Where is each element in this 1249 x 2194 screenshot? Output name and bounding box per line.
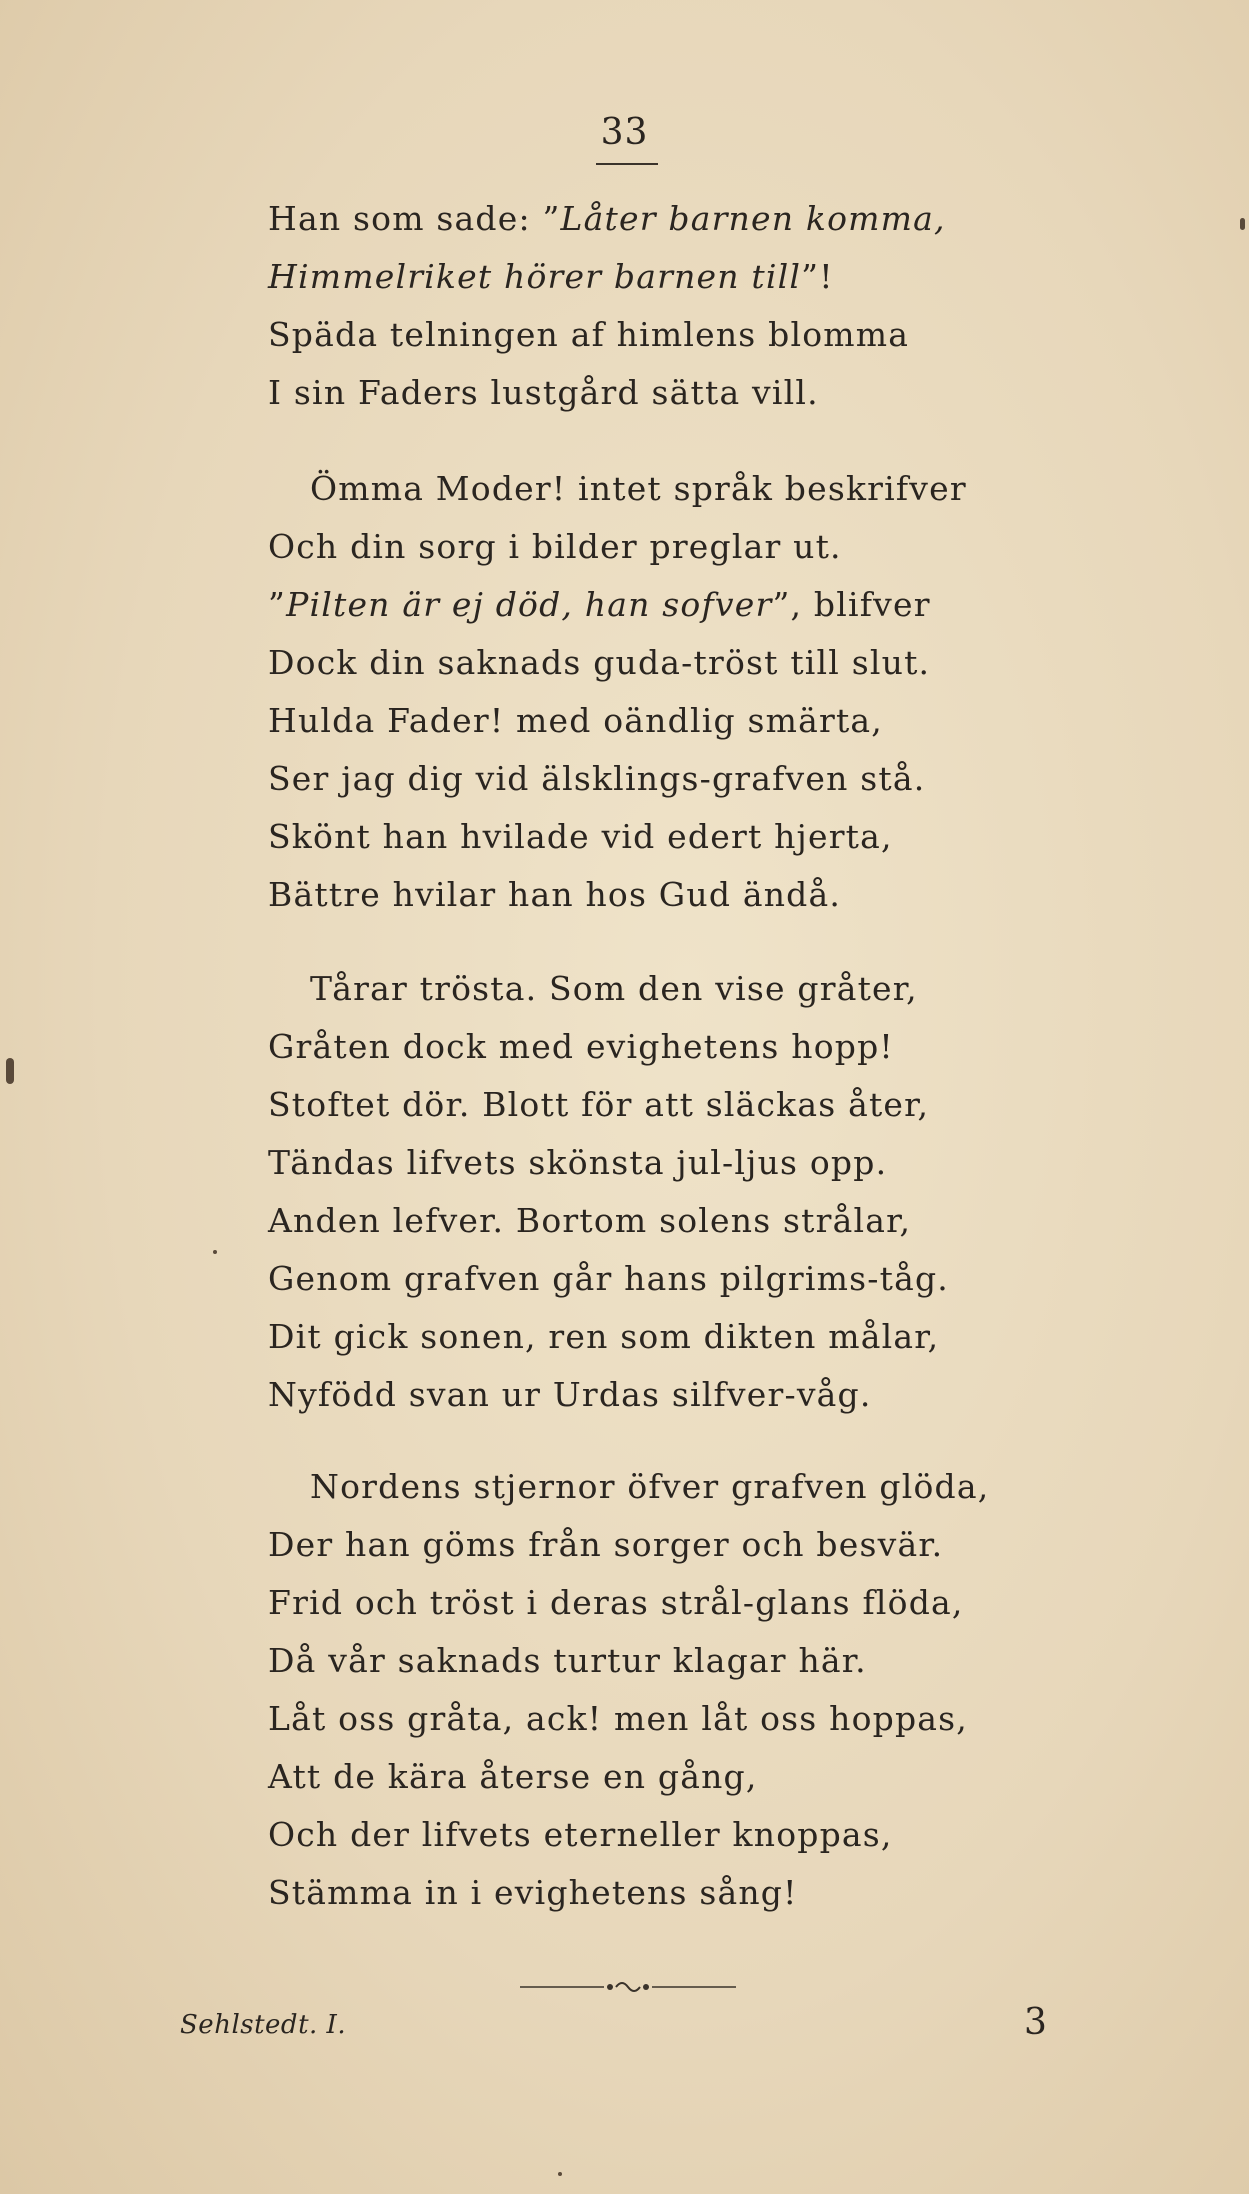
poem-line-text: ” <box>268 585 287 624</box>
poem-line <box>268 692 1028 750</box>
poem-line-text: Gråten dock med evighetens hopp! <box>268 1027 894 1066</box>
page-number: 33 <box>600 112 649 153</box>
paper-speck <box>213 1250 217 1254</box>
page-number-rule <box>596 163 658 165</box>
poem-line-text: Tändas lifvets skönsta jul-ljus opp. <box>268 1143 888 1182</box>
poem-line-text: Anden lefver. Bortom solens strålar, <box>268 1201 912 1240</box>
poem-line-text: Stämma in i evighetens sång! <box>268 1873 798 1912</box>
poem-line-text: Bättre hvilar han hos Gud ändå. <box>268 875 842 914</box>
poem-line-text: Låt oss gråta, ack! men låt oss hoppas, <box>268 1699 969 1738</box>
poem-line <box>268 1690 1028 1748</box>
paper-speck <box>1240 218 1245 230</box>
poem-line-text: ”! <box>801 257 834 296</box>
poem-line <box>268 1192 1028 1250</box>
poem-line <box>268 866 1028 924</box>
poem-line <box>268 1574 1028 1632</box>
poem-line-text: Då vår saknads turtur klagar här. <box>268 1641 867 1680</box>
poem-line-text: Dock din saknads guda-tröst till slut. <box>268 643 931 682</box>
poem-line <box>268 1250 1028 1308</box>
poem-line <box>268 1366 1028 1424</box>
poem-line-text: Nordens stjernor öfver grafven glöda, <box>310 1467 990 1506</box>
poem-line-text: Frid och tröst i deras strål-glans flöda, <box>268 1583 964 1622</box>
poem-line-text: Der han göms från sorger och besvär. <box>268 1525 944 1564</box>
poem-line-text: Späda telningen af himlens blomma <box>268 315 910 354</box>
poem-line <box>268 364 1028 422</box>
paper-speck <box>6 1058 14 1084</box>
poem-line <box>268 808 1028 866</box>
poem-line <box>268 1458 1028 1516</box>
poem-line-italic-text: Låter barnen komma, <box>560 199 946 238</box>
poem-line <box>268 634 1028 692</box>
stanza-2 <box>268 460 1028 924</box>
poem-line <box>268 1748 1028 1806</box>
poem-line <box>268 460 1028 518</box>
poem-line-text: Att de kära återse en gång, <box>268 1757 758 1796</box>
poem-line <box>268 1134 1028 1192</box>
poem-line-text: Ömma Moder! intet språk beskrifver <box>310 469 967 508</box>
poem-line-text: Tårar trösta. Som den vise gråter, <box>310 969 918 1008</box>
poem-line <box>268 576 1028 634</box>
poem-line-text: Och din sorg i bilder preglar ut. <box>268 527 842 566</box>
paper-speck <box>558 2172 562 2176</box>
poem-line <box>268 306 1028 364</box>
sheet-number: 3 <box>1024 2002 1047 2043</box>
poem-line-text: Och der lifvets eterneller knoppas, <box>268 1815 893 1854</box>
poem-line-italic-text: Pilten är ej död, han sofver <box>286 585 773 624</box>
poem-line <box>268 1516 1028 1574</box>
poem-line-text: Han som sade: ” <box>268 199 561 238</box>
poem-line-text: Nyfödd svan ur Urdas silfver-våg. <box>268 1375 872 1414</box>
poem-line <box>268 1806 1028 1864</box>
poem-line <box>268 518 1028 576</box>
poem-line-text: Genom grafven går hans pilgrims-tåg. <box>268 1259 949 1298</box>
poem-line <box>268 1632 1028 1690</box>
ornament-divider <box>512 1972 744 2002</box>
poem-line <box>268 190 1028 248</box>
poem-line-italic-text: Himmelriket hörer barnen till <box>268 257 802 296</box>
poem-line <box>268 1076 1028 1134</box>
poem-line-text: ”, blifver <box>772 585 931 624</box>
poem-line-text: Skönt han hvilade vid edert hjerta, <box>268 817 893 856</box>
poem-line <box>268 1018 1028 1076</box>
stanza-3 <box>268 960 1028 1424</box>
poem-line-text: Stoftet dör. Blott för att släckas åter, <box>268 1085 930 1124</box>
printer-signature: Sehlstedt. I. <box>180 2010 347 2040</box>
poem-line <box>268 1864 1028 1922</box>
stanza-4 <box>268 1458 1028 1922</box>
poem-line-text: Hulda Fader! med oändlig smärta, <box>268 701 883 740</box>
poem-line <box>268 248 1028 306</box>
poem-line-text: I sin Faders lustgård sätta vill. <box>268 373 819 412</box>
stanza-1 <box>268 190 1028 422</box>
poem-line <box>268 750 1028 808</box>
poem-line-text: Dit gick sonen, ren som dikten målar, <box>268 1317 940 1356</box>
poem-line <box>268 960 1028 1018</box>
poem-line-text: Ser jag dig vid älsklings-grafven stå. <box>268 759 926 798</box>
poem-line <box>268 1308 1028 1366</box>
